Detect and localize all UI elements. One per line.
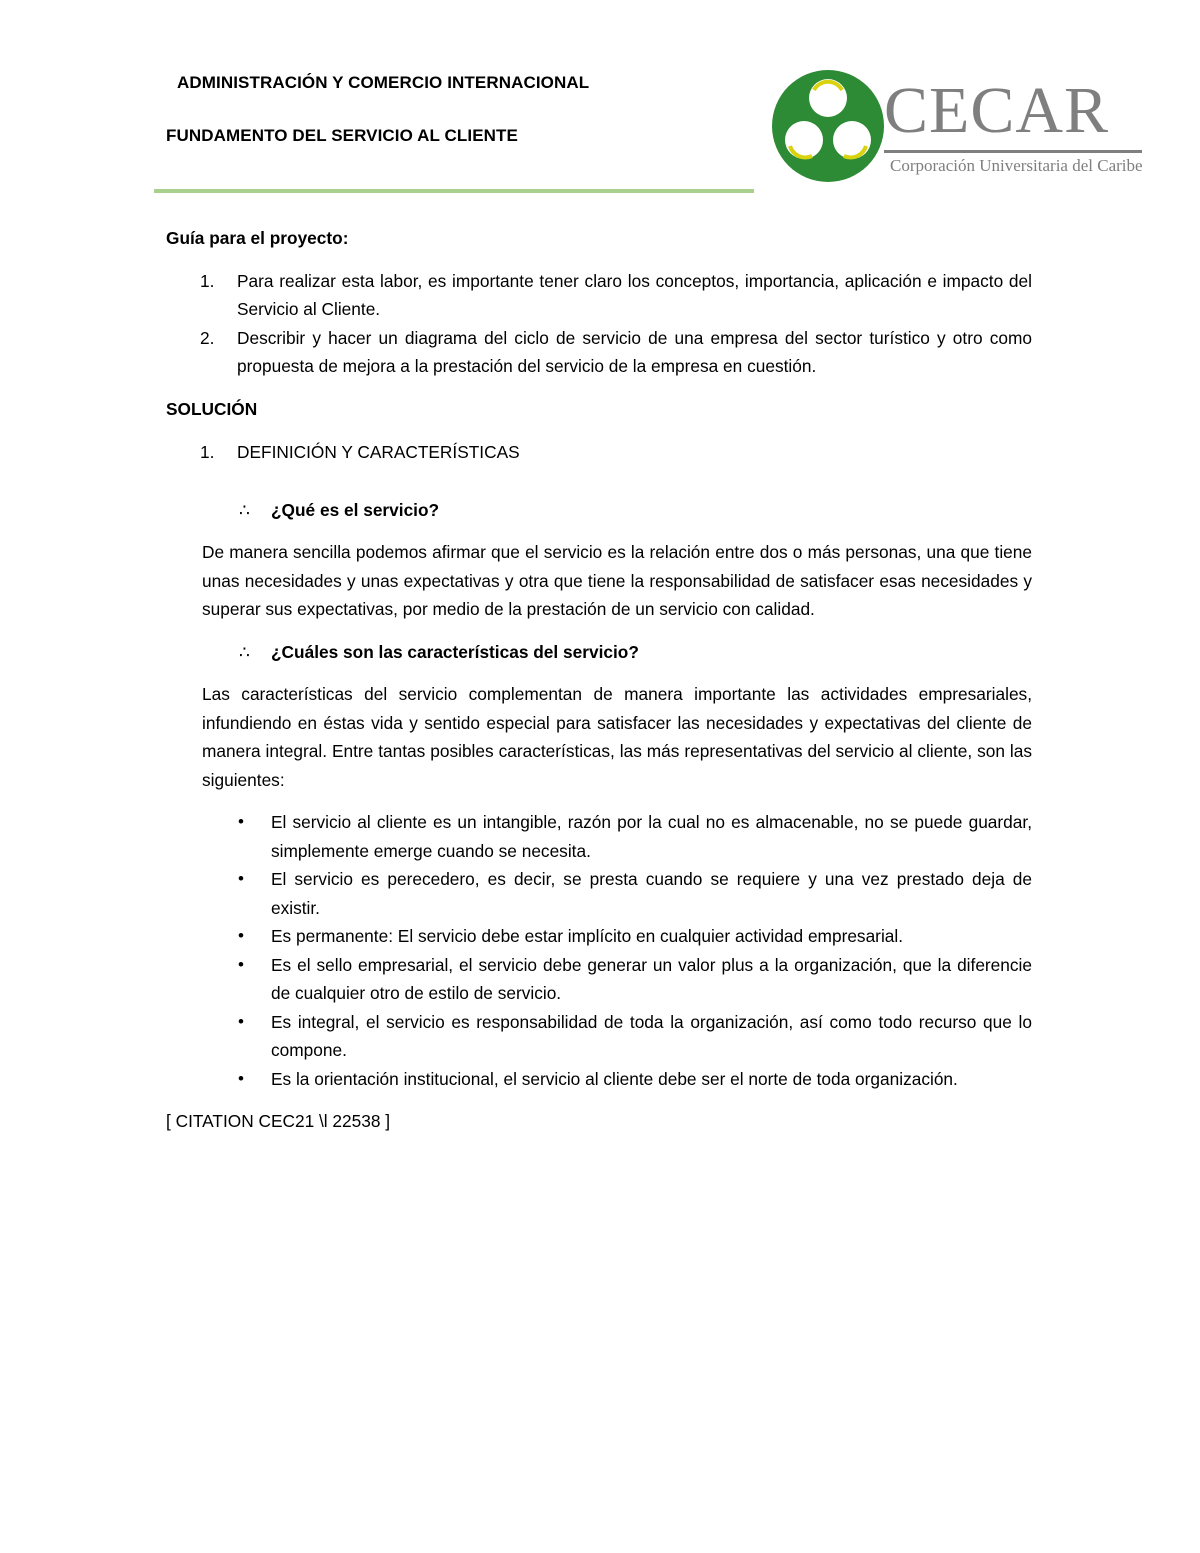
program-title: ADMINISTRACIÓN Y COMERCIO INTERNACIONAL — [177, 73, 590, 92]
guide-item — [166, 267, 1032, 324]
list-item — [166, 951, 1032, 1008]
guide-title: Guía para el proyecto: — [166, 228, 349, 248]
logo-subtitle: Corporación Universitaria del Caribe — [890, 156, 1143, 175]
bullet-icon: • — [238, 1011, 244, 1031]
list-item-text: Es permanente: El servicio debe estar implícito en cualquier actividad empresarial. — [271, 926, 904, 946]
course-title: FUNDAMENTO DEL SERVICIO AL CLIENTE — [166, 126, 518, 145]
guide-item-text: Para realizar esta labor, es importante tener claro los conceptos, importancia, aplicación e impacto del Servicio al Cliente. — [237, 270, 1032, 319]
cecar-emblem-icon — [770, 68, 886, 188]
list-item — [166, 1008, 1032, 1065]
list-item-text: El servicio es perecedero, es decir, se presta cuando se requiere y una vez prestado deja de existir. — [271, 869, 1032, 918]
therefore-icon: ∴ — [239, 499, 250, 520]
characteristics-list — [166, 808, 1032, 1093]
question-text: ¿Cuáles son las características del servicio? — [271, 641, 639, 662]
bullet-icon: • — [238, 954, 244, 974]
bullet-icon: • — [238, 869, 244, 888]
guide-item-text: Describir y hacer un diagrama del ciclo de servicio de una empresa del sector turístico y otro como propuesta de mejora a la prestación del servicio de la empresa en cuestión. — [237, 327, 1032, 376]
list-item — [166, 1065, 1032, 1094]
cecar-logo — [770, 68, 1150, 188]
section-number: 1. — [200, 442, 215, 462]
section-heading — [166, 438, 1032, 467]
header-divider — [154, 189, 754, 193]
bullet-icon: • — [238, 812, 244, 831]
answer-paragraph: Las características del servicio complementan de manera importante las actividades empresariales, infundiendo en éstas vida y sentido especial para satisfacer las necesidades y expectativas del cliente de manera integral. Entre tantas posibles características, las más representativas del servicio al cliente, son las siguientes: — [202, 684, 1032, 790]
list-item — [166, 922, 1032, 951]
question-text: ¿Qué es el servicio? — [271, 499, 440, 520]
question-heading — [166, 496, 1032, 525]
section-heading-text: DEFINICIÓN Y CARACTERÍSTICAS — [237, 442, 520, 462]
answer-paragraph: De manera sencilla podemos afirmar que el servicio es la relación entre dos o más personas, una que tiene unas necesidades y unas expectativas y otra que tiene la responsabilidad de satisfacer esas necesidades y superar sus expectativas, por medio de la prestación de un servicio con calidad. — [202, 542, 1032, 619]
solution-title: SOLUCIÓN — [166, 398, 258, 419]
list-item — [166, 808, 1032, 865]
guide-list — [166, 267, 1032, 381]
list-item-text: El servicio al cliente es un intangible, razón por la cual no es almacenable, no se puede guardar, simplemente emerge cuando se necesita. — [271, 812, 1032, 861]
bullet-icon: • — [238, 1068, 244, 1088]
guide-item — [166, 324, 1032, 381]
bullet-icon: • — [238, 926, 244, 945]
list-number: 2. — [200, 327, 215, 348]
document-body — [166, 224, 1032, 1136]
list-item-text: Es la orientación institucional, el servicio al cliente debe ser el norte de toda organización. — [271, 1068, 958, 1089]
list-item-text: Es el sello empresarial, el servicio debe generar un valor plus a la organización, que la diferencie de cualquier otro de estilo de servicio. — [271, 954, 1032, 1003]
question-heading — [166, 638, 1032, 667]
logo-wordmark: CECAR — [884, 74, 1110, 147]
list-item-text: Es integral, el servicio es responsabilidad de toda la organización, así como todo recurso que lo compone. — [271, 1011, 1032, 1060]
list-number: 1. — [200, 270, 215, 291]
citation-field: [ CITATION CEC21 \l 22538 ] — [166, 1111, 391, 1131]
logo-underline — [884, 150, 1142, 153]
therefore-icon: ∴ — [239, 641, 250, 662]
list-item — [166, 865, 1032, 922]
